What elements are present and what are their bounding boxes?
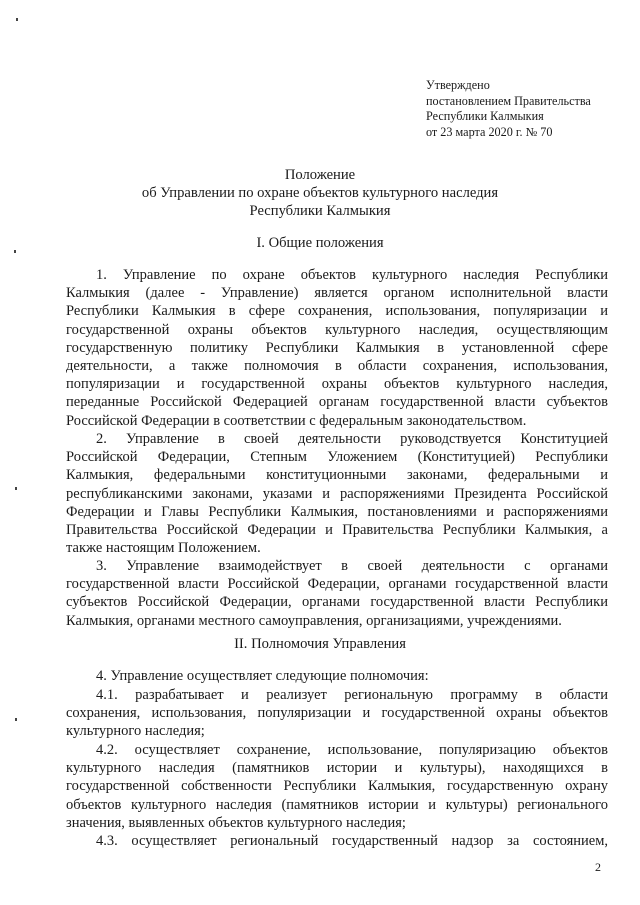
paragraph-4 [66, 667, 608, 685]
text-line: Правительства Российской Федерации и Правительства Республики Калмыкия, а [66, 521, 608, 538]
text-line: Калмыкия (далее - Управление) является органом исполнительной власти [66, 285, 608, 302]
title-line: Положение [284, 167, 356, 183]
section-heading-general: I. Общие положения [256, 235, 384, 251]
text-line: Федерации и Главы Республики Калмыкия, постановлениями и распоряжениями [66, 503, 608, 520]
text-line: объектов культурного наследия (памятников истории и культуры) регионального [66, 796, 608, 813]
text-line: 4.3. осуществляет региональный государственный надзор за состоянием, [96, 833, 608, 849]
scan-artifact [16, 18, 18, 21]
text-line: также настоящим Положением. [66, 540, 261, 557]
text-line: Калмыкия, федеральными конституционными законами, федеральными и [66, 467, 608, 484]
text-line: культурного наследия; [66, 723, 205, 740]
scan-artifact [15, 718, 17, 721]
text-line: 3. Управление взаимодействует в своей деятельности с органами [96, 558, 608, 574]
text-line: деятельности, а также полномочия в области сохранения, использования, [66, 357, 608, 374]
approval-stamp [426, 78, 591, 140]
text-line: государственную политику Республики Калмыкия в установленной сфере [66, 339, 608, 356]
scan-artifact [15, 487, 17, 490]
title-line: об Управлении по охране объектов культурного наследия [141, 185, 499, 201]
text-line: Калмыкия, органами местного самоуправления, организациями, учреждениями. [66, 612, 562, 629]
approval-line: от 23 марта 2020 г. № 70 [426, 124, 553, 139]
text-line: Республики Калмыкия в сфере сохранения, использования, популяризации и [66, 303, 608, 320]
title-line: Республики Калмыкия [249, 203, 391, 219]
text-line: сохранения, использования, популяризации и государственной охраны объектов [66, 705, 608, 722]
paragraph-3 [66, 557, 608, 630]
text-line: Российской Федерации в соответствии с федеральным законодательством. [66, 412, 527, 429]
text-line: значения, выявленных объектов культурного наследия; [66, 814, 406, 831]
text-line: популяризации и государственной охраны объектов культурного наследия, [66, 376, 608, 393]
text-line: переданные Российской Федерацией органам государственной власти субъектов [66, 394, 608, 411]
paragraph-1 [66, 266, 608, 430]
paragraph-4-2 [66, 741, 608, 832]
approval-line: Утверждено [426, 78, 490, 92]
text-line: республиканскими законами, указами и распоряжениями Президента Российской [66, 485, 608, 502]
text-line: государственной собственности Республики Калмыкия, государственную охрану [66, 778, 608, 795]
text-line: государственной власти Российской Федерации, органами государственной власти [66, 576, 608, 593]
text-line: государственной охраны объектов культурного наследия, осуществляющим [66, 321, 608, 338]
text-line: культурного наследия (памятников истории и культуры), находящихся в [66, 760, 608, 777]
text-line: 4.1. разрабатывает и реализует региональную программу в области [96, 687, 608, 703]
text-line: 1. Управление по охране объектов культурного наследия Республики [96, 267, 608, 283]
document-title [0, 166, 640, 220]
section-heading-powers: II. Полномочия Управления [234, 636, 406, 652]
text-line: субъектов Российской Федерации, органами государственной власти Республики [66, 594, 608, 611]
text-line: Российской Федерации, Степным Уложением (Конституцией) Республики [66, 449, 608, 466]
text-line: 4.2. осуществляет сохранение, использование, популяризацию объектов [96, 742, 608, 758]
page-number: 2 [595, 860, 601, 874]
approval-line: постановлением Правительства [426, 93, 591, 108]
text-line: 2. Управление в своей деятельности руководствуется Конституцией [96, 431, 608, 447]
paragraph-4-1 [66, 686, 608, 741]
text-line: 4. Управление осуществляет следующие полномочия: [96, 668, 429, 684]
paragraph-2 [66, 430, 608, 557]
paragraph-4-3 [66, 832, 608, 850]
approval-line: Республики Калмыкия [426, 109, 544, 124]
